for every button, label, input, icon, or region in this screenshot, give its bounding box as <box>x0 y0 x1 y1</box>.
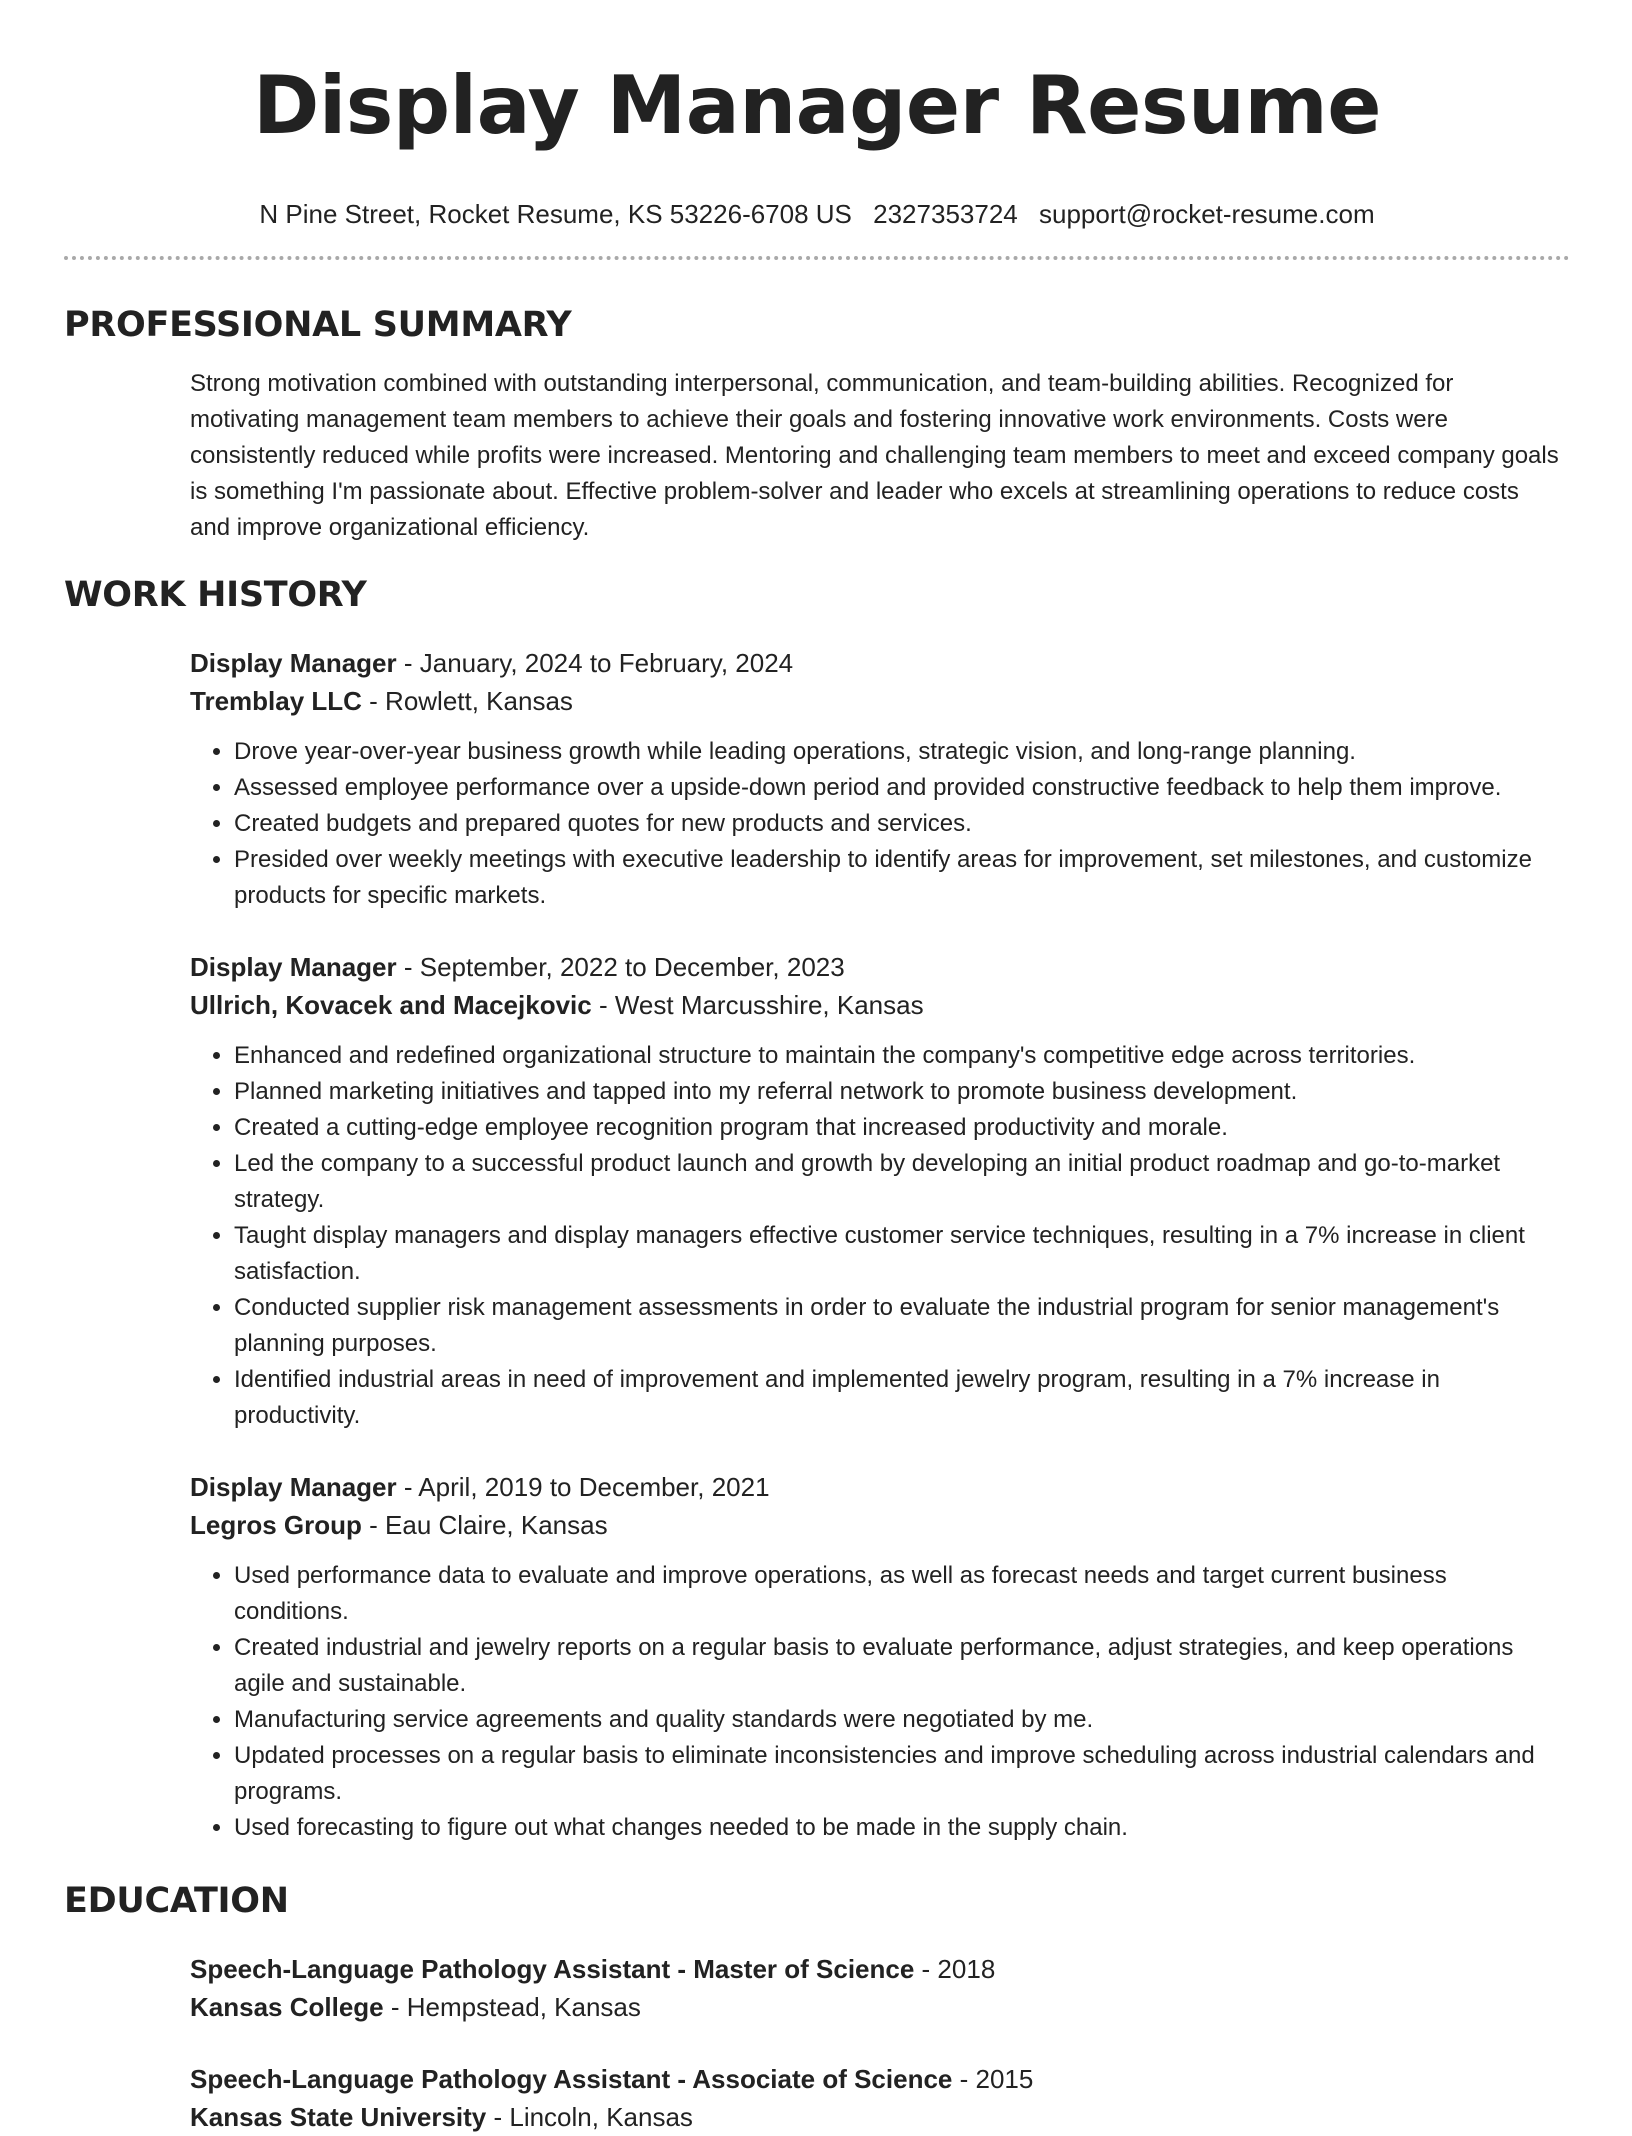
degree-name: Speech-Language Pathology Assistant - Associate of Science <box>190 2064 953 2094</box>
header-divider <box>64 256 1570 260</box>
job-bullet: • Used forecasting to figure out what changes needed to be made in the supply chain. <box>234 1810 1560 1846</box>
job-bullet: • Presided over weekly meetings with executive leadership to identify areas for improvement, set milestones, and customize products for specific markets. <box>234 842 1560 914</box>
school-name: Kansas State University <box>190 2102 487 2132</box>
education-entry <box>190 1950 1560 2026</box>
degree-line <box>190 2060 1560 2098</box>
work-history-section <box>190 644 1560 1846</box>
job-entry <box>190 644 1560 914</box>
job-title: Display Manager <box>190 1472 397 1502</box>
job-title-line <box>190 644 1560 682</box>
job-bullets <box>190 1558 1560 1846</box>
job-location: - Rowlett, Kansas <box>361 686 573 716</box>
school-location: - Hempstead, Kansas <box>383 1992 641 2022</box>
degree-line <box>190 1950 1560 1988</box>
job-bullet: • Created a cutting-edge employee recognition program that increased productivity and morale. <box>234 1110 1560 1146</box>
job-dates: - January, 2024 to February, 2024 <box>396 648 794 678</box>
contact-phone: 2327353724 <box>873 199 1018 229</box>
job-title-line <box>190 948 1560 986</box>
job-bullet: • Manufacturing service agreements and quality standards were negotiated by me. <box>234 1702 1560 1738</box>
summary-text: Strong motivation combined with outstanding interpersonal, communication, and team-building abilities. Recognized for motivating management team members to achieve their goals and fostering innovative work environments. Costs were consistently reduced while profits were increased. Mentoring and challenging team members to meet and exceed company goals is something I'm passionate about. Effective problem-solver and leader who excels at streamlining operations to reduce costs and improve organizational efficiency. <box>190 370 1559 541</box>
school-location: - Lincoln, Kansas <box>486 2102 693 2132</box>
job-company-line <box>190 1506 1560 1544</box>
job-bullet: • Identified industrial areas in need of improvement and implemented jewelry program, resulting in a 7% increase in productivity. <box>234 1362 1560 1434</box>
job-bullet: • Created budgets and prepared quotes for new products and services. <box>234 806 1560 842</box>
job-bullet: • Taught display managers and display managers effective customer service techniques, resulting in a 7% increase in client satisfaction. <box>234 1218 1560 1290</box>
job-bullets <box>190 734 1560 914</box>
degree-year: - 2015 <box>952 2064 1034 2094</box>
job-bullet: • Led the company to a successful product launch and growth by developing an initial product roadmap and go-to-market strategy. <box>234 1146 1560 1218</box>
job-company: Tremblay LLC <box>190 686 362 716</box>
degree-name: Speech-Language Pathology Assistant - Master of Science <box>190 1954 915 1984</box>
contact-email: support@rocket-resume.com <box>1038 199 1375 229</box>
job-bullet: • Planned marketing initiatives and tapped into my referral network to promote business development. <box>234 1074 1560 1110</box>
job-bullet: • Created industrial and jewelry reports on a regular basis to evaluate performance, adjust strategies, and keep operations agile and sustainable. <box>234 1630 1560 1702</box>
job-title-line <box>190 1468 1560 1506</box>
job-bullet: • Updated processes on a regular basis to eliminate inconsistencies and improve scheduling across industrial calendars and programs. <box>234 1738 1560 1810</box>
job-bullet: • Used performance data to evaluate and improve operations, as well as forecast needs and target current business conditions. <box>234 1558 1560 1630</box>
job-company-line <box>190 682 1560 720</box>
education-section <box>190 1950 1560 2136</box>
work-history-heading: WORK HISTORY <box>64 575 367 615</box>
resume-header <box>64 0 1570 260</box>
resume-page <box>64 0 1570 2132</box>
contact-address: N Pine Street, Rocket Resume, KS 53226-6708 US <box>259 199 852 229</box>
job-title: Display Manager <box>190 952 397 982</box>
job-dates: - April, 2019 to December, 2021 <box>396 1472 770 1502</box>
job-bullet: • Conducted supplier risk management assessments in order to evaluate the industrial program for senior management's planning purposes. <box>234 1290 1560 1362</box>
job-title: Display Manager <box>190 648 397 678</box>
education-entry <box>190 2060 1560 2136</box>
job-bullets <box>190 1038 1560 1434</box>
resume-title: Display Manager Resume <box>252 59 1382 152</box>
summary-heading: PROFESSIONAL SUMMARY <box>64 305 572 345</box>
job-bullet: • Assessed employee performance over a upside-down period and provided constructive feedback to help them improve. <box>234 770 1560 806</box>
degree-year: - 2018 <box>914 1954 996 1984</box>
job-location: - West Marcusshire, Kansas <box>591 990 924 1020</box>
job-company-line <box>190 986 1560 1024</box>
job-entry <box>190 948 1560 1434</box>
school-name: Kansas College <box>190 1992 384 2022</box>
job-company: Legros Group <box>190 1510 362 1540</box>
education-heading: EDUCATION <box>64 1881 289 1921</box>
job-company: Ullrich, Kovacek and Macejkovic <box>190 990 592 1020</box>
job-bullet: • Drove year-over-year business growth while leading operations, strategic vision, and long-range planning. <box>234 734 1560 770</box>
school-line <box>190 2098 1560 2136</box>
contact-line <box>64 198 1570 230</box>
job-bullet: • Enhanced and redefined organizational structure to maintain the company's competitive edge across territories. <box>234 1038 1560 1074</box>
summary-section <box>190 366 1560 546</box>
school-line <box>190 1988 1560 2026</box>
job-dates: - September, 2022 to December, 2023 <box>396 952 845 982</box>
job-entry <box>190 1468 1560 1846</box>
job-location: - Eau Claire, Kansas <box>361 1510 608 1540</box>
